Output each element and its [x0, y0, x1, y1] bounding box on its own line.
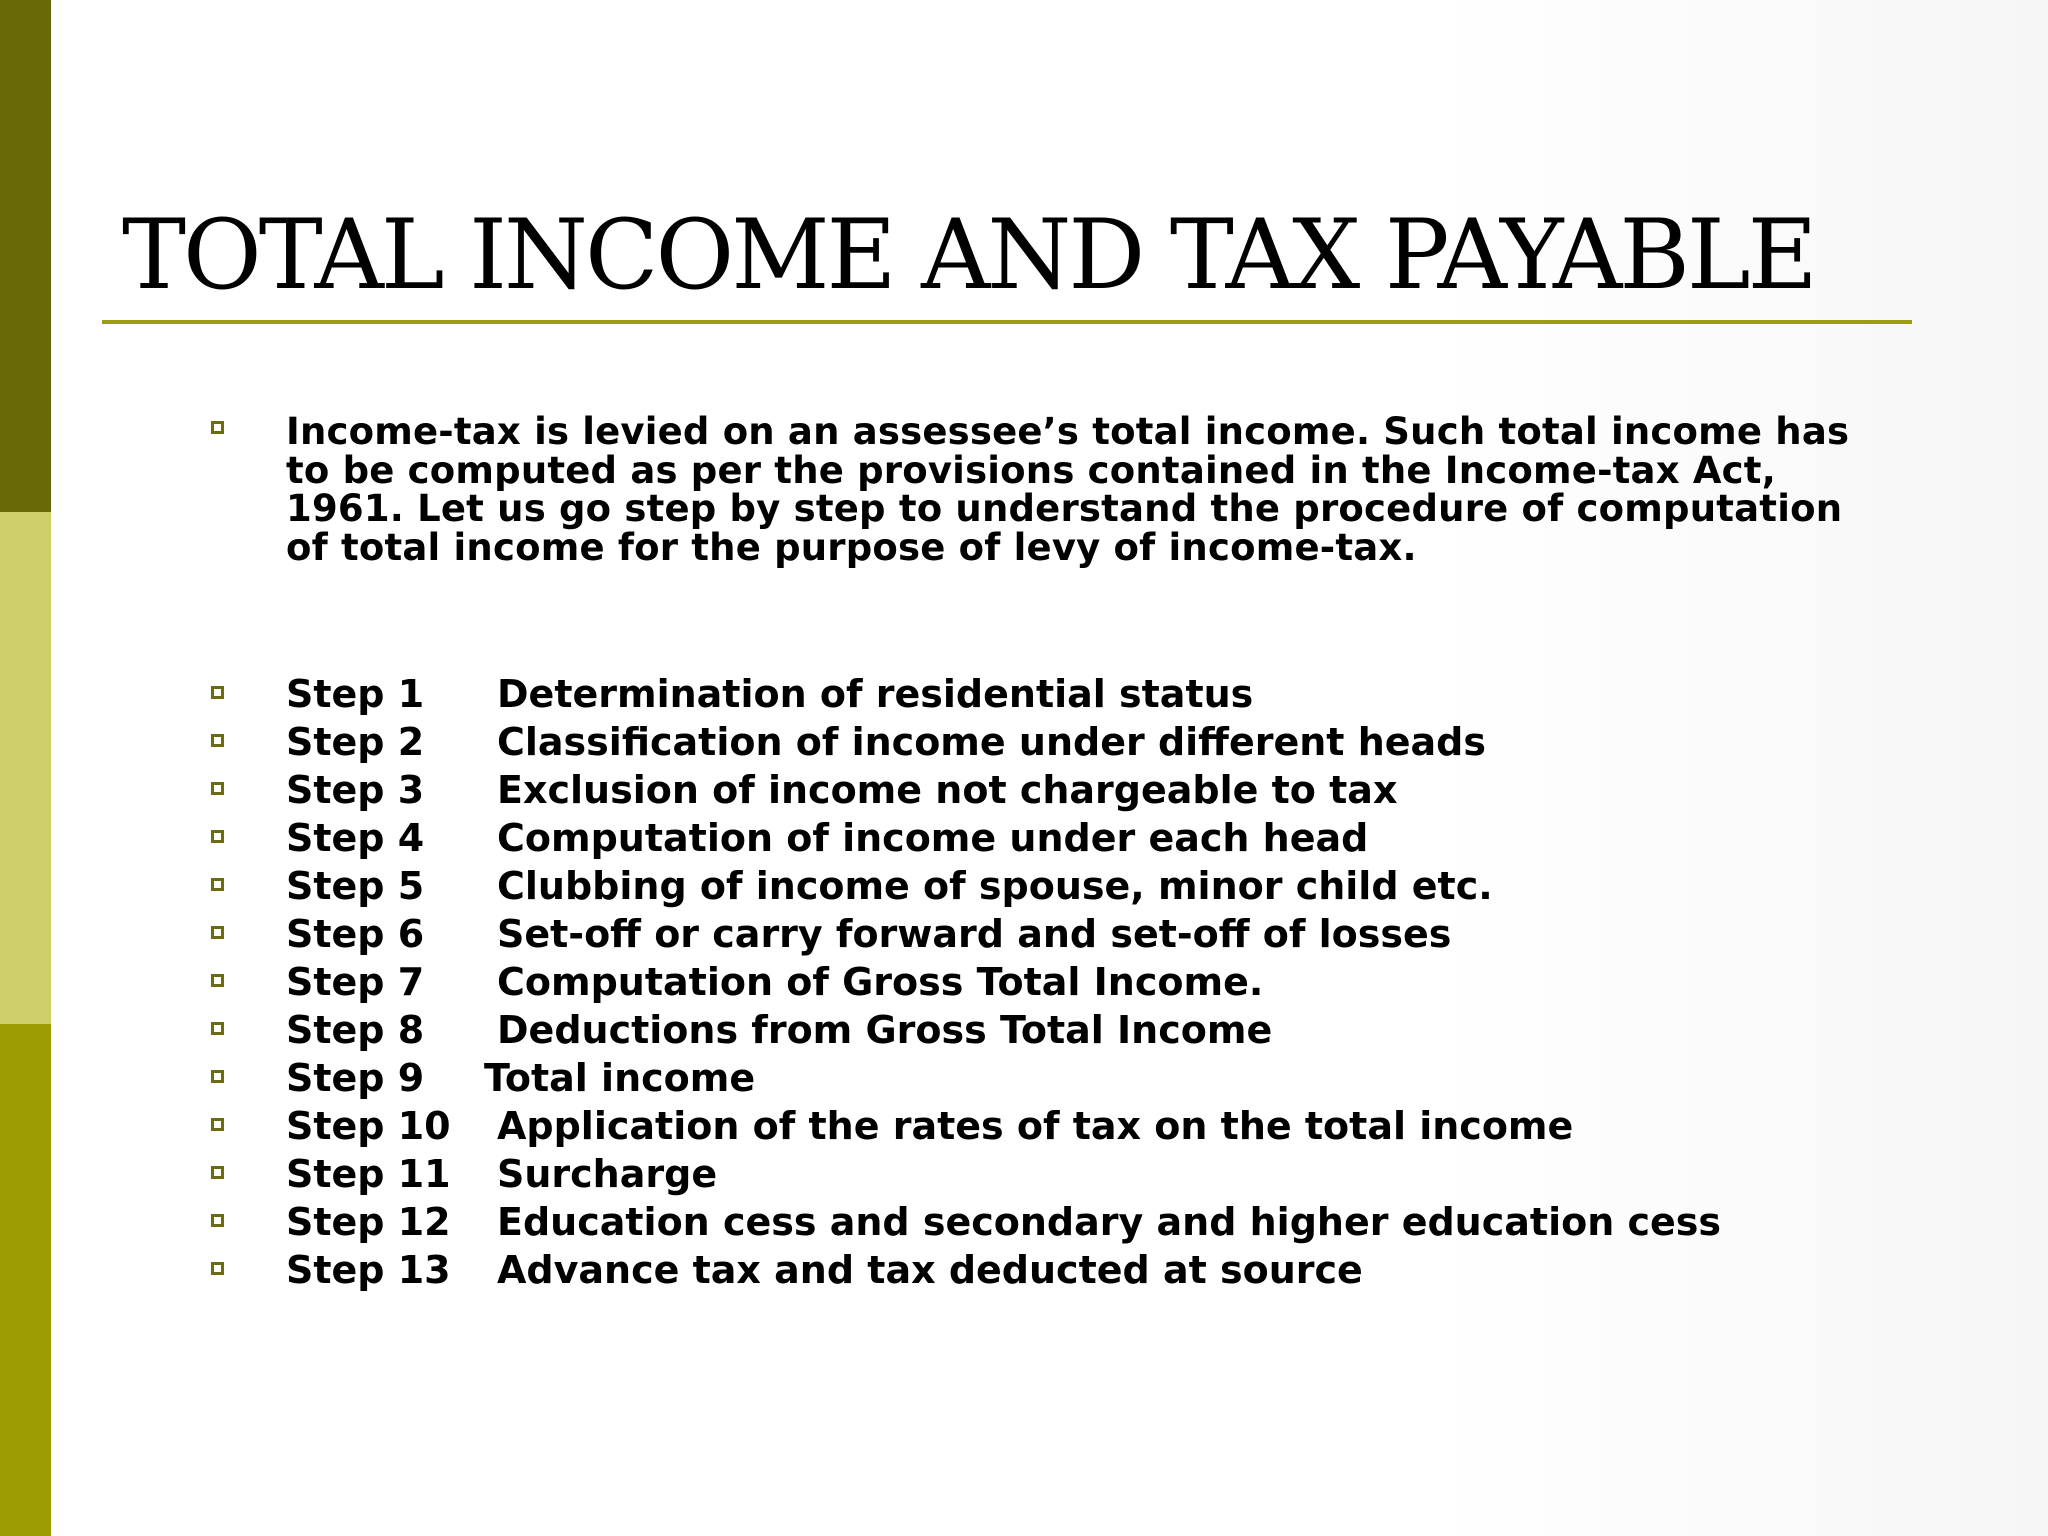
step-description: Advance tax and tax deducted at source: [497, 1248, 1363, 1292]
list-item: [0, 814, 2048, 862]
hollow-square-icon: [211, 1022, 224, 1035]
hollow-square-icon: [211, 974, 224, 987]
list-item: [0, 1054, 2048, 1102]
list-item: [0, 958, 2048, 1006]
hollow-square-icon: [211, 1214, 224, 1227]
step-label: Step 3: [286, 768, 425, 812]
step-label: Step 1: [286, 672, 425, 716]
step-description: Computation of Gross Total Income.: [497, 960, 1264, 1004]
step-description: Application of the rates of tax on the total income: [497, 1104, 1574, 1148]
step-label: Step 10: [286, 1104, 451, 1148]
step-label: Step 8: [286, 1008, 425, 1052]
hollow-square-icon: [211, 421, 224, 434]
list-item: [0, 766, 2048, 814]
step-label: Step 2: [286, 720, 425, 764]
list-item: [0, 1198, 2048, 1246]
step-description: Classification of income under different heads: [497, 720, 1486, 764]
step-description: Set-off or carry forward and set-off of losses: [497, 912, 1452, 956]
list-item: [0, 1150, 2048, 1198]
step-label: Step 6: [286, 912, 425, 956]
hollow-square-icon: [211, 926, 224, 939]
list-item: [0, 718, 2048, 766]
step-description: Clubbing of income of spouse, minor child etc.: [497, 864, 1493, 908]
hollow-square-icon: [211, 782, 224, 795]
step-label: Step 13: [286, 1248, 451, 1292]
hollow-square-icon: [211, 686, 224, 699]
hollow-square-icon: [211, 1070, 224, 1083]
hollow-square-icon: [211, 734, 224, 747]
step-label: Step 9: [286, 1056, 425, 1100]
step-description: Exclusion of income not chargeable to tax: [497, 768, 1398, 812]
step-label: Step 7: [286, 960, 425, 1004]
step-description: Education cess and secondary and higher education cess: [497, 1200, 1722, 1244]
intro-paragraph: Income-tax is levied on an assessee’s total income. Such total income has to be computed as per the provisions contained in the Income-tax Act, 1961. Let us go step by step to understand the procedure of computation of total income for the purpose of levy of income-tax.: [286, 410, 1850, 569]
step-label: Step 4: [286, 816, 425, 860]
hollow-square-icon: [211, 1118, 224, 1131]
slide-title: TOTAL INCOME AND TAX PAYABLE: [122, 199, 1815, 311]
step-label: Step 5: [286, 864, 425, 908]
step-description: Determination of residential status: [497, 672, 1254, 716]
hollow-square-icon: [211, 878, 224, 891]
step-description: Total income: [484, 1056, 756, 1100]
hollow-square-icon: [211, 1262, 224, 1275]
list-item: [0, 1246, 2048, 1294]
list-item: [0, 1006, 2048, 1054]
hollow-square-icon: [211, 1166, 224, 1179]
list-item: [0, 862, 2048, 910]
step-description: Surcharge: [497, 1152, 718, 1196]
step-label: Step 11: [286, 1152, 451, 1196]
list-item: [0, 670, 2048, 718]
hollow-square-icon: [211, 830, 224, 843]
list-item: [0, 910, 2048, 958]
list-item: [0, 1102, 2048, 1150]
step-description: Deductions from Gross Total Income: [497, 1008, 1273, 1052]
step-description: Computation of income under each head: [497, 816, 1369, 860]
step-label: Step 12: [286, 1200, 451, 1244]
